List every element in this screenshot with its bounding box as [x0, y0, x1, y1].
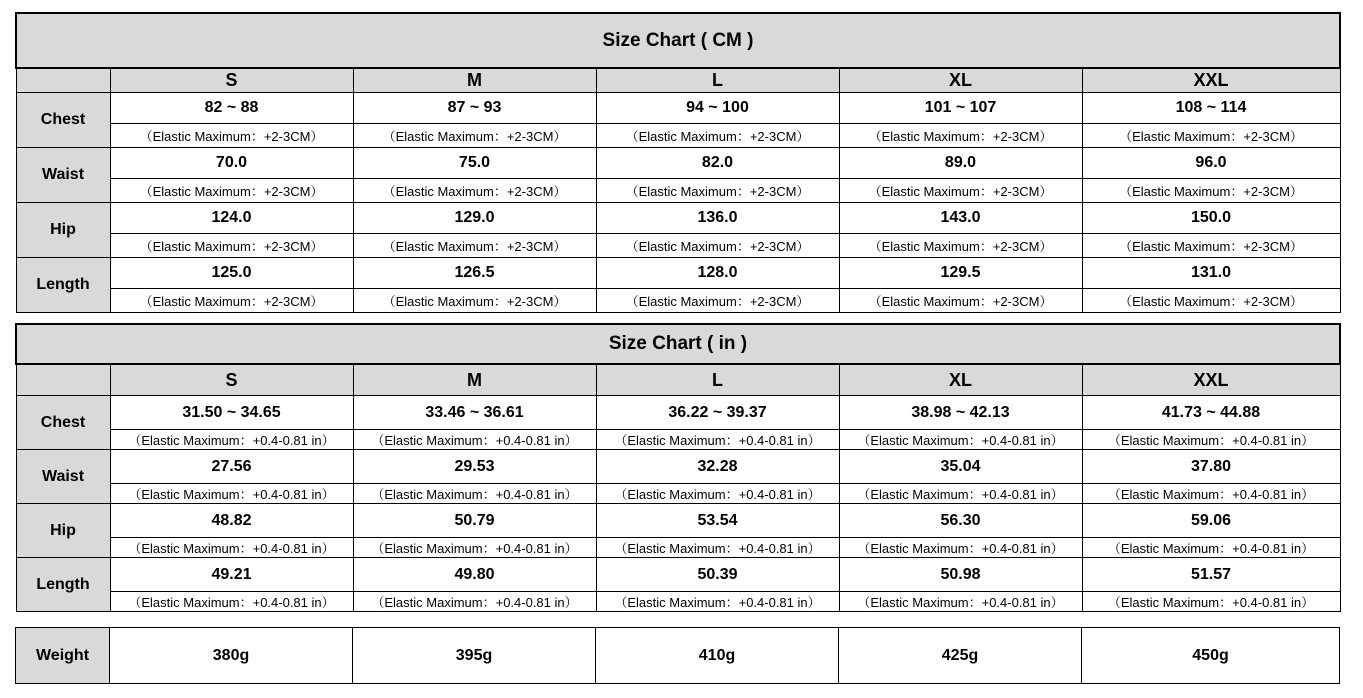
- weight-value-cell: 410g: [596, 628, 839, 684]
- cm-value-cell: 82 ~ 88: [110, 93, 353, 124]
- cm-value-cell: 131.0: [1082, 258, 1340, 289]
- in-row-label: Length: [16, 558, 110, 612]
- cm-value-cell: 128.0: [596, 258, 839, 289]
- cm-measure-row: [16, 148, 1340, 179]
- in-elastic-note: （Elastic Maximum：+0.4-0.81 in）: [596, 484, 839, 504]
- in-size-header-row: [16, 364, 1340, 396]
- in-row-label: Chest: [16, 396, 110, 450]
- in-corner-cell: [16, 364, 110, 396]
- cm-elastic-note: （Elastic Maximum：+2-3CM）: [1082, 289, 1340, 313]
- size-chart-in-table: [15, 323, 1341, 612]
- cm-value-cell: 101 ~ 107: [839, 93, 1082, 124]
- in-value-cell: 59.06: [1082, 504, 1340, 538]
- cm-note-row: [16, 124, 1340, 148]
- size-chart-in-body: [16, 324, 1340, 612]
- cm-value-cell: 70.0: [110, 148, 353, 179]
- size-chart-cm-table: [15, 12, 1341, 313]
- in-size-header: S: [110, 364, 353, 396]
- weight-value-cell: 380g: [110, 628, 353, 684]
- weight-label: Weight: [16, 628, 110, 684]
- cm-elastic-note: （Elastic Maximum：+2-3CM）: [839, 124, 1082, 148]
- weight-value-cell: 395g: [353, 628, 596, 684]
- in-measure-row: [16, 504, 1340, 538]
- cm-note-row: [16, 234, 1340, 258]
- cm-row-label: Hip: [16, 203, 110, 258]
- cm-elastic-note: （Elastic Maximum：+2-3CM）: [839, 234, 1082, 258]
- cm-elastic-note: （Elastic Maximum：+2-3CM）: [353, 234, 596, 258]
- in-elastic-note: （Elastic Maximum：+0.4-0.81 in）: [353, 592, 596, 612]
- cm-value-cell: 89.0: [839, 148, 1082, 179]
- cm-row-label: Chest: [16, 93, 110, 148]
- in-elastic-note: （Elastic Maximum：+0.4-0.81 in）: [839, 538, 1082, 558]
- in-value-cell: 33.46 ~ 36.61: [353, 396, 596, 430]
- cm-elastic-note: （Elastic Maximum：+2-3CM）: [110, 234, 353, 258]
- cm-elastic-note: （Elastic Maximum：+2-3CM）: [839, 289, 1082, 313]
- in-value-cell: 31.50 ~ 34.65: [110, 396, 353, 430]
- cm-size-header: XXL: [1082, 68, 1340, 93]
- in-elastic-note: （Elastic Maximum：+0.4-0.81 in）: [353, 430, 596, 450]
- cm-measure-row: [16, 258, 1340, 289]
- cm-elastic-note: （Elastic Maximum：+2-3CM）: [353, 289, 596, 313]
- cm-elastic-note: （Elastic Maximum：+2-3CM）: [596, 179, 839, 203]
- in-value-cell: 50.98: [839, 558, 1082, 592]
- in-value-cell: 49.80: [353, 558, 596, 592]
- in-elastic-note: （Elastic Maximum：+0.4-0.81 in）: [839, 592, 1082, 612]
- in-value-cell: 27.56: [110, 450, 353, 484]
- in-row-label: Waist: [16, 450, 110, 504]
- cm-elastic-note: （Elastic Maximum：+2-3CM）: [1082, 124, 1340, 148]
- in-elastic-note: （Elastic Maximum：+0.4-0.81 in）: [110, 484, 353, 504]
- in-size-header: M: [353, 364, 596, 396]
- in-elastic-note: （Elastic Maximum：+0.4-0.81 in）: [1082, 484, 1340, 504]
- cm-value-cell: 124.0: [110, 203, 353, 234]
- weight-value-cell: 425g: [839, 628, 1082, 684]
- cm-value-cell: 82.0: [596, 148, 839, 179]
- cm-elastic-note: （Elastic Maximum：+2-3CM）: [353, 179, 596, 203]
- in-note-row: [16, 430, 1340, 450]
- in-value-cell: 35.04: [839, 450, 1082, 484]
- cm-size-header: S: [110, 68, 353, 93]
- cm-elastic-note: （Elastic Maximum：+2-3CM）: [596, 124, 839, 148]
- in-measure-row: [16, 396, 1340, 430]
- in-elastic-note: （Elastic Maximum：+0.4-0.81 in）: [353, 484, 596, 504]
- in-value-cell: 29.53: [353, 450, 596, 484]
- in-elastic-note: （Elastic Maximum：+0.4-0.81 in）: [1082, 538, 1340, 558]
- cm-elastic-note: （Elastic Maximum：+2-3CM）: [596, 234, 839, 258]
- cm-size-header: L: [596, 68, 839, 93]
- cm-value-cell: 75.0: [353, 148, 596, 179]
- cm-elastic-note: （Elastic Maximum：+2-3CM）: [110, 179, 353, 203]
- cm-size-header: XL: [839, 68, 1082, 93]
- size-chart-cm-body: [16, 13, 1340, 313]
- in-elastic-note: （Elastic Maximum：+0.4-0.81 in）: [596, 430, 839, 450]
- cm-value-cell: 94 ~ 100: [596, 93, 839, 124]
- cm-measure-row: [16, 93, 1340, 124]
- cm-title-row: [16, 13, 1340, 68]
- in-elastic-note: （Elastic Maximum：+0.4-0.81 in）: [596, 592, 839, 612]
- in-note-row: [16, 484, 1340, 504]
- cm-elastic-note: （Elastic Maximum：+2-3CM）: [596, 289, 839, 313]
- cm-elastic-note: （Elastic Maximum：+2-3CM）: [1082, 179, 1340, 203]
- cm-value-cell: 126.5: [353, 258, 596, 289]
- in-size-header: L: [596, 364, 839, 396]
- cm-value-cell: 136.0: [596, 203, 839, 234]
- in-value-cell: 48.82: [110, 504, 353, 538]
- in-value-cell: 41.73 ~ 44.88: [1082, 396, 1340, 430]
- in-size-header: XXL: [1082, 364, 1340, 396]
- in-measure-row: [16, 558, 1340, 592]
- cm-corner-cell: [16, 68, 110, 93]
- cm-elastic-note: （Elastic Maximum：+2-3CM）: [110, 289, 353, 313]
- in-elastic-note: （Elastic Maximum：+0.4-0.81 in）: [110, 430, 353, 450]
- cm-title: Size Chart ( CM ): [16, 13, 1340, 68]
- cm-note-row: [16, 289, 1340, 313]
- weight-body: [16, 628, 1340, 684]
- cm-row-label: Waist: [16, 148, 110, 203]
- in-note-row: [16, 592, 1340, 612]
- cm-elastic-note: （Elastic Maximum：+2-3CM）: [1082, 234, 1340, 258]
- cm-elastic-note: （Elastic Maximum：+2-3CM）: [353, 124, 596, 148]
- cm-size-header-row: [16, 68, 1340, 93]
- cm-elastic-note: （Elastic Maximum：+2-3CM）: [839, 179, 1082, 203]
- in-value-cell: 32.28: [596, 450, 839, 484]
- weight-value-cell: 450g: [1082, 628, 1340, 684]
- in-row-label: Hip: [16, 504, 110, 558]
- cm-value-cell: 150.0: [1082, 203, 1340, 234]
- in-value-cell: 51.57: [1082, 558, 1340, 592]
- in-measure-row: [16, 450, 1340, 484]
- cm-value-cell: 96.0: [1082, 148, 1340, 179]
- cm-value-cell: 87 ~ 93: [353, 93, 596, 124]
- cm-value-cell: 143.0: [839, 203, 1082, 234]
- in-elastic-note: （Elastic Maximum：+0.4-0.81 in）: [353, 538, 596, 558]
- in-size-header: XL: [839, 364, 1082, 396]
- in-value-cell: 53.54: [596, 504, 839, 538]
- in-value-cell: 38.98 ~ 42.13: [839, 396, 1082, 430]
- cm-elastic-note: （Elastic Maximum：+2-3CM）: [110, 124, 353, 148]
- in-value-cell: 49.21: [110, 558, 353, 592]
- cm-note-row: [16, 179, 1340, 203]
- in-title-row: [16, 324, 1340, 364]
- in-value-cell: 50.39: [596, 558, 839, 592]
- in-elastic-note: （Elastic Maximum：+0.4-0.81 in）: [110, 538, 353, 558]
- cm-size-header: M: [353, 68, 596, 93]
- in-title: Size Chart ( in ): [16, 324, 1340, 364]
- weight-row: [16, 628, 1340, 684]
- in-value-cell: 37.80: [1082, 450, 1340, 484]
- cm-value-cell: 108 ~ 114: [1082, 93, 1340, 124]
- in-elastic-note: （Elastic Maximum：+0.4-0.81 in）: [839, 430, 1082, 450]
- in-value-cell: 56.30: [839, 504, 1082, 538]
- in-elastic-note: （Elastic Maximum：+0.4-0.81 in）: [839, 484, 1082, 504]
- cm-value-cell: 129.5: [839, 258, 1082, 289]
- in-note-row: [16, 538, 1340, 558]
- in-value-cell: 36.22 ~ 39.37: [596, 396, 839, 430]
- cm-value-cell: 129.0: [353, 203, 596, 234]
- in-elastic-note: （Elastic Maximum：+0.4-0.81 in）: [110, 592, 353, 612]
- weight-table: [15, 627, 1340, 684]
- cm-row-label: Length: [16, 258, 110, 313]
- cm-measure-row: [16, 203, 1340, 234]
- in-elastic-note: （Elastic Maximum：+0.4-0.81 in）: [596, 538, 839, 558]
- in-elastic-note: （Elastic Maximum：+0.4-0.81 in）: [1082, 430, 1340, 450]
- cm-value-cell: 125.0: [110, 258, 353, 289]
- in-value-cell: 50.79: [353, 504, 596, 538]
- in-elastic-note: （Elastic Maximum：+0.4-0.81 in）: [1082, 592, 1340, 612]
